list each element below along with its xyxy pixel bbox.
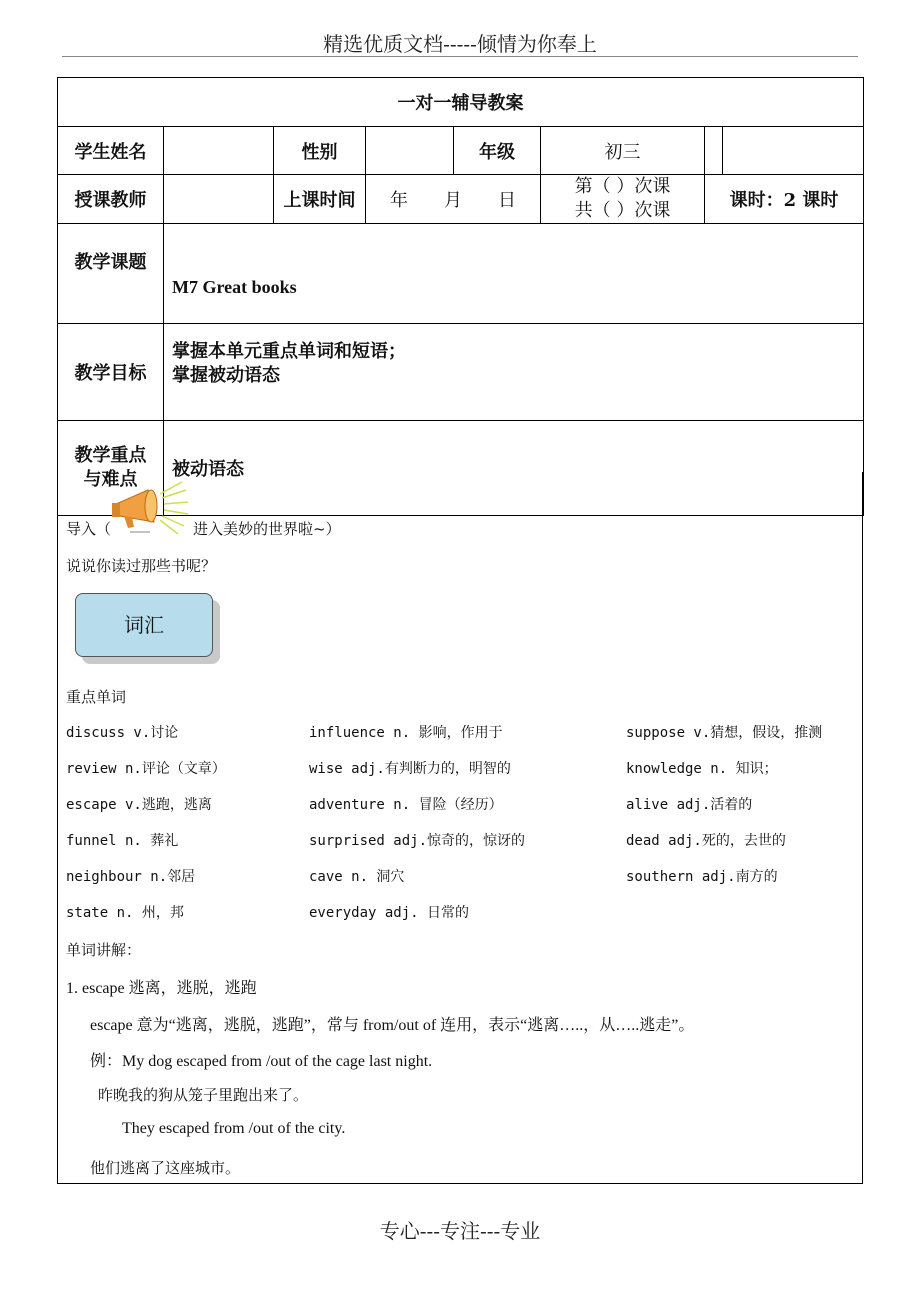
word-item: adventure n. 冒险（经历）	[309, 797, 503, 813]
lesson-plan-form	[57, 77, 864, 516]
intro-suffix: 进入美妙的世界啦~）	[193, 520, 341, 538]
goal-value	[164, 324, 864, 421]
grade-label: 年级	[454, 127, 541, 175]
word-item: suppose v.猜想，假设，推测	[626, 725, 823, 741]
focus-label-line-2: 与难点	[83, 469, 138, 490]
topic-label: 教学课题	[58, 224, 164, 324]
session-count	[541, 175, 705, 224]
word-item: everyday adj. 日常的	[309, 905, 470, 921]
page-footer: 专心---专注---专业	[379, 1219, 541, 1243]
session-line-2: 共（ ）次课	[574, 200, 671, 221]
word-item: influence n. 影响，作用于	[309, 725, 503, 741]
gender-label: 性别	[274, 127, 366, 175]
grade-value: 初三	[541, 127, 705, 175]
word-item: dead adj.死的，去世的	[626, 833, 786, 849]
word-item: discuss v.讨论	[66, 725, 179, 741]
item1-description: escape 意为“逃离，逃脱，逃跑”，常与 from/out of 连用，表示“逃离…..，从…..逃走”。	[90, 1017, 695, 1034]
word-item: surprised adj.惊奇的，惊讶的	[309, 833, 526, 849]
topic-value: M7 Great books	[164, 224, 864, 324]
student-name-label: 学生姓名	[58, 127, 164, 175]
word-item: state n. 州，邦	[66, 905, 184, 921]
item1-title: 1. escape 逃离，逃脱，逃跑	[66, 980, 257, 997]
example2-chinese: 他们逃离了这座城市。	[90, 1159, 241, 1177]
focus-label-line-1: 教学重点	[74, 445, 147, 466]
word-item: cave n. 洞穴	[309, 869, 405, 885]
vocab-banner: 词汇	[75, 593, 213, 657]
question-text: 说说你读过那些书呢？	[66, 557, 217, 575]
gender-field[interactable]	[366, 127, 454, 175]
student-name-field[interactable]	[164, 127, 274, 175]
word-item: knowledge n. 知识；	[626, 761, 778, 777]
word-item: review n.评论（文章）	[66, 761, 226, 777]
word-item: wise adj.有判断力的，明智的	[309, 761, 511, 777]
form-title: 一对一辅导教案	[58, 78, 864, 127]
goal-line-1: 掌握本单元重点单词和短语；	[172, 341, 406, 362]
explain-heading: 单词讲解：	[66, 941, 142, 959]
class-hours: 课时：2 课时	[705, 175, 864, 224]
example2-english: They escaped from /out of the city.	[122, 1120, 346, 1137]
teacher-field[interactable]	[164, 175, 274, 224]
goal-line-2: 掌握被动语态	[172, 365, 280, 386]
session-line-1: 第（ ）次课	[574, 176, 671, 197]
lesson-content	[57, 472, 863, 1184]
page-header: 精选优质文档-----倾情为你奉上	[323, 32, 597, 56]
example1-english: 例：My dog escaped from /out of the cage last night.	[90, 1053, 433, 1070]
empty-cell	[705, 127, 723, 175]
key-words-heading: 重点单词	[66, 688, 127, 706]
teacher-label: 授课教师	[58, 175, 164, 224]
class-time-label: 上课时间	[274, 175, 366, 224]
header-divider	[62, 56, 858, 57]
word-item: escape v.逃跑，逃离	[66, 797, 212, 813]
word-item: southern adj.南方的	[626, 869, 778, 885]
date-field[interactable]: 年 月 日	[366, 175, 541, 224]
word-item: funnel n. 葬礼	[66, 833, 179, 849]
empty-cell	[723, 127, 864, 175]
word-item: neighbour n.邻居	[66, 869, 196, 885]
intro-prefix: 导入（	[66, 520, 112, 538]
goal-label: 教学目标	[58, 324, 164, 421]
example1-chinese: 昨晚我的狗从笼子里跑出来了。	[98, 1086, 309, 1104]
focus-value: 被动语态	[164, 421, 864, 516]
word-item: alive adj.活着的	[626, 797, 753, 813]
megaphone-icon	[110, 480, 190, 536]
